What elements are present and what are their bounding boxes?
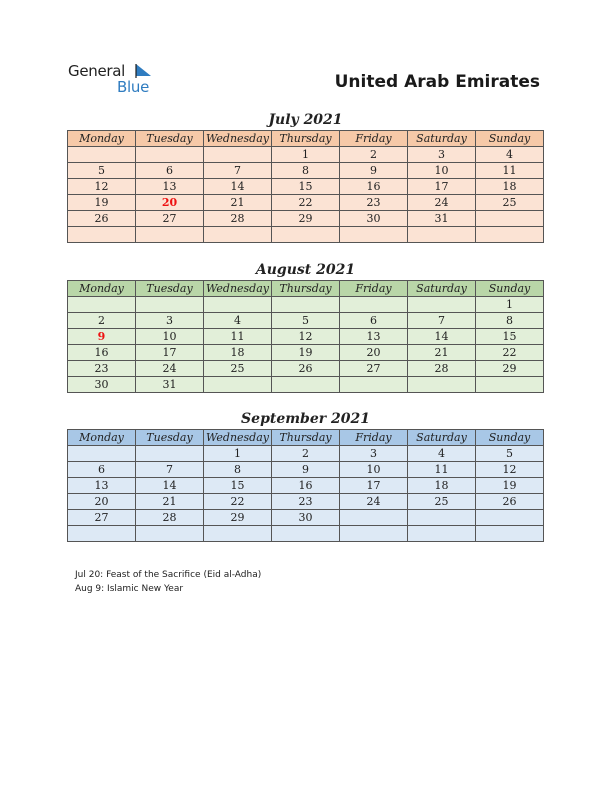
day-cell [408, 510, 476, 526]
day-cell: 3 [340, 446, 408, 462]
day-cell: 21 [408, 345, 476, 361]
day-cell [68, 446, 136, 462]
day-cell [136, 147, 204, 163]
day-cell: 26 [476, 494, 544, 510]
weekday-header: Wednesday [204, 131, 272, 147]
calendar-table [67, 130, 544, 243]
day-cell: 21 [136, 494, 204, 510]
day-cell: 3 [136, 313, 204, 329]
weekday-header-row [68, 281, 544, 297]
week-row [68, 297, 544, 313]
week-row [68, 211, 544, 227]
week-row [68, 462, 544, 478]
day-cell [272, 227, 340, 243]
weekday-header: Monday [68, 430, 136, 446]
day-cell: 24 [136, 361, 204, 377]
day-cell: 2 [340, 147, 408, 163]
day-cell: 12 [68, 179, 136, 195]
month-july [67, 110, 544, 243]
day-cell: 9 [340, 163, 408, 179]
weekday-header: Monday [68, 131, 136, 147]
day-cell: 11 [204, 329, 272, 345]
day-cell: 15 [272, 179, 340, 195]
day-cell: 5 [68, 163, 136, 179]
day-cell: 4 [476, 147, 544, 163]
day-cell: 22 [272, 195, 340, 211]
weekday-header: Wednesday [204, 281, 272, 297]
day-cell: 28 [408, 361, 476, 377]
day-cell [408, 297, 476, 313]
flag-icon [134, 64, 152, 78]
day-cell: 22 [476, 345, 544, 361]
day-cell: 6 [340, 313, 408, 329]
day-cell [68, 526, 136, 542]
weekday-header: Sunday [476, 430, 544, 446]
day-cell: 18 [204, 345, 272, 361]
day-cell: 26 [272, 361, 340, 377]
weekday-header: Saturday [408, 131, 476, 147]
day-cell [476, 227, 544, 243]
day-cell: 14 [136, 478, 204, 494]
day-cell [68, 227, 136, 243]
day-cell: 16 [340, 179, 408, 195]
weekday-header: Sunday [476, 131, 544, 147]
day-cell: 16 [68, 345, 136, 361]
day-cell: 31 [136, 377, 204, 393]
day-cell [476, 526, 544, 542]
week-row [68, 510, 544, 526]
week-row [68, 494, 544, 510]
day-cell [408, 227, 476, 243]
weekday-header: Friday [340, 281, 408, 297]
month-title: July 2021 [268, 112, 343, 128]
day-cell: 20 [68, 494, 136, 510]
holiday-note: Aug 9: Islamic New Year [75, 584, 184, 594]
country-title: United Arab Emirates [334, 72, 540, 92]
day-cell: 8 [476, 313, 544, 329]
day-cell: 23 [272, 494, 340, 510]
week-row [68, 313, 544, 329]
holiday-note: Jul 20: Feast of the Sacrifice (Eid al-Adha) [75, 570, 262, 580]
day-cell: 11 [408, 462, 476, 478]
day-cell: 23 [68, 361, 136, 377]
day-cell: 14 [408, 329, 476, 345]
day-cell: 8 [204, 462, 272, 478]
day-cell: 4 [204, 313, 272, 329]
day-cell: 23 [340, 195, 408, 211]
day-cell: 25 [476, 195, 544, 211]
day-cell: 27 [340, 361, 408, 377]
week-row [68, 377, 544, 393]
day-cell [408, 377, 476, 393]
day-cell [340, 297, 408, 313]
day-cell [204, 147, 272, 163]
day-cell [476, 377, 544, 393]
day-cell [340, 227, 408, 243]
day-cell: 5 [476, 446, 544, 462]
day-cell: 30 [340, 211, 408, 227]
logo-general-text: General [68, 62, 126, 80]
day-cell: 6 [68, 462, 136, 478]
day-cell [340, 510, 408, 526]
day-cell: 27 [68, 510, 136, 526]
week-row [68, 478, 544, 494]
day-cell: 5 [272, 313, 340, 329]
day-cell: 29 [476, 361, 544, 377]
day-cell: 29 [204, 510, 272, 526]
day-cell: 26 [68, 211, 136, 227]
day-cell: 24 [340, 494, 408, 510]
weekday-header: Tuesday [136, 430, 204, 446]
week-row [68, 361, 544, 377]
weekday-header: Monday [68, 281, 136, 297]
day-cell: 11 [476, 163, 544, 179]
day-cell: 17 [408, 179, 476, 195]
day-cell: 13 [340, 329, 408, 345]
day-cell [204, 526, 272, 542]
month-title: September 2021 [241, 411, 370, 427]
weekday-header: Saturday [408, 281, 476, 297]
weekday-header-row [68, 131, 544, 147]
week-row [68, 329, 544, 345]
day-cell [136, 526, 204, 542]
day-cell [272, 377, 340, 393]
week-row [68, 446, 544, 462]
day-cell: 19 [272, 345, 340, 361]
day-cell: 15 [476, 329, 544, 345]
day-cell [136, 227, 204, 243]
day-cell: 9 [68, 329, 136, 345]
day-cell [272, 297, 340, 313]
day-cell: 22 [204, 494, 272, 510]
calendar-table [67, 429, 544, 542]
weekday-header: Friday [340, 131, 408, 147]
day-cell: 18 [476, 179, 544, 195]
month-august [67, 260, 544, 393]
weekday-header: Tuesday [136, 131, 204, 147]
day-cell: 19 [68, 195, 136, 211]
calendar-table [67, 280, 544, 393]
weekday-header: Thursday [272, 281, 340, 297]
day-cell: 27 [136, 211, 204, 227]
weekday-header: Thursday [272, 430, 340, 446]
day-cell: 19 [476, 478, 544, 494]
weekday-header: Thursday [272, 131, 340, 147]
day-cell [340, 526, 408, 542]
day-cell: 4 [408, 446, 476, 462]
week-row [68, 345, 544, 361]
week-row [68, 526, 544, 542]
week-row [68, 163, 544, 179]
day-cell: 28 [136, 510, 204, 526]
day-cell [476, 211, 544, 227]
day-cell: 7 [136, 462, 204, 478]
day-cell [68, 297, 136, 313]
day-cell: 21 [204, 195, 272, 211]
day-cell: 1 [272, 147, 340, 163]
day-cell: 6 [136, 163, 204, 179]
weekday-header: Tuesday [136, 281, 204, 297]
day-cell: 1 [204, 446, 272, 462]
holiday-notes [75, 568, 261, 596]
day-cell: 8 [272, 163, 340, 179]
day-cell: 30 [272, 510, 340, 526]
week-row [68, 195, 544, 211]
day-cell: 17 [340, 478, 408, 494]
day-cell [476, 510, 544, 526]
day-cell: 12 [476, 462, 544, 478]
day-cell [204, 297, 272, 313]
day-cell: 10 [136, 329, 204, 345]
day-cell: 14 [204, 179, 272, 195]
day-cell: 15 [204, 478, 272, 494]
month-september [67, 409, 544, 542]
weekday-header: Wednesday [204, 430, 272, 446]
day-cell: 20 [340, 345, 408, 361]
day-cell: 29 [272, 211, 340, 227]
day-cell [204, 227, 272, 243]
day-cell: 13 [136, 179, 204, 195]
day-cell: 1 [476, 297, 544, 313]
day-cell: 12 [272, 329, 340, 345]
logo [68, 60, 178, 100]
weekday-header-row [68, 430, 544, 446]
month-title: August 2021 [255, 262, 356, 278]
day-cell: 16 [272, 478, 340, 494]
day-cell: 2 [68, 313, 136, 329]
day-cell: 2 [272, 446, 340, 462]
day-cell [340, 377, 408, 393]
logo-blue-text: Blue [117, 78, 149, 96]
day-cell: 13 [68, 478, 136, 494]
day-cell [408, 526, 476, 542]
day-cell: 25 [408, 494, 476, 510]
day-cell: 17 [136, 345, 204, 361]
weekday-header: Friday [340, 430, 408, 446]
day-cell: 9 [272, 462, 340, 478]
day-cell [136, 297, 204, 313]
day-cell: 7 [408, 313, 476, 329]
day-cell [204, 377, 272, 393]
day-cell: 28 [204, 211, 272, 227]
week-row [68, 147, 544, 163]
weekday-header: Sunday [476, 281, 544, 297]
day-cell: 25 [204, 361, 272, 377]
day-cell: 30 [68, 377, 136, 393]
week-row [68, 227, 544, 243]
day-cell [136, 446, 204, 462]
day-cell: 10 [340, 462, 408, 478]
day-cell: 20 [136, 195, 204, 211]
day-cell: 3 [408, 147, 476, 163]
day-cell: 10 [408, 163, 476, 179]
day-cell: 31 [408, 211, 476, 227]
day-cell [68, 147, 136, 163]
weekday-header: Saturday [408, 430, 476, 446]
day-cell [272, 526, 340, 542]
day-cell: 24 [408, 195, 476, 211]
day-cell: 18 [408, 478, 476, 494]
day-cell: 7 [204, 163, 272, 179]
week-row [68, 179, 544, 195]
